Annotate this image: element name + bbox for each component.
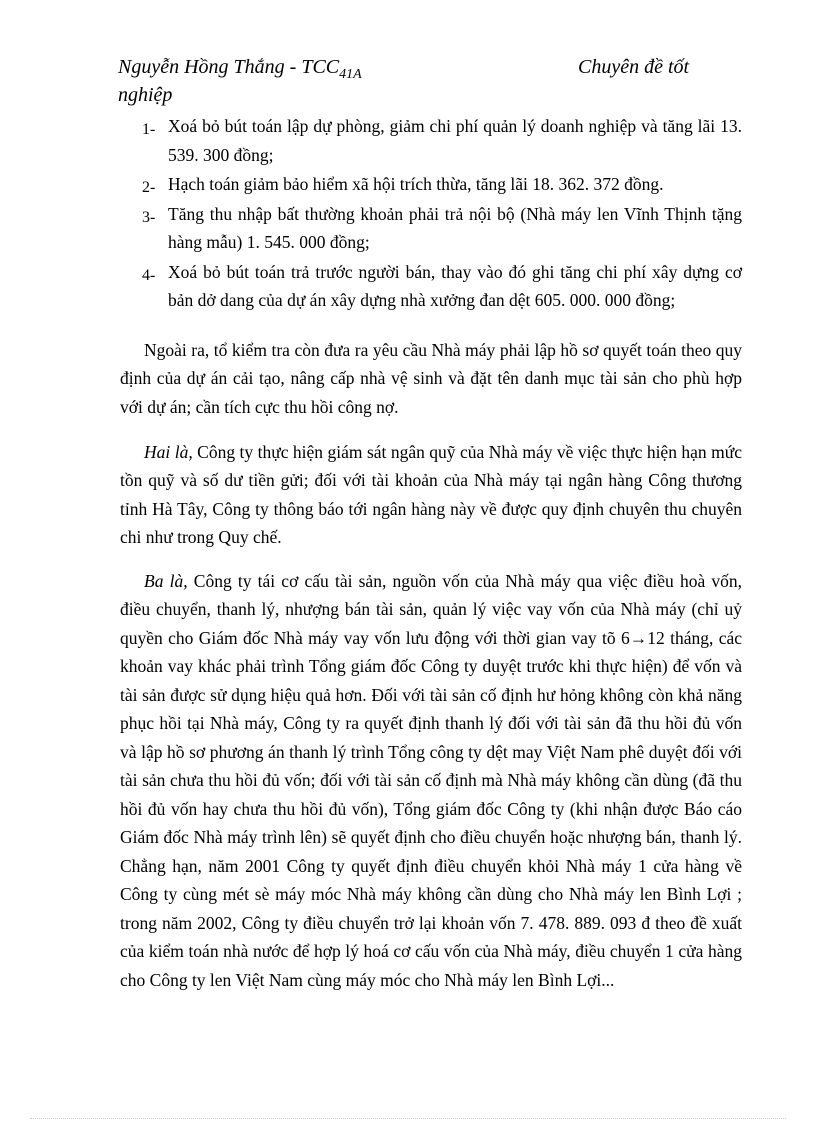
- list-item: [120, 112, 742, 169]
- list-item-text: Tăng thu nhập bất thường khoản phải trả nội bộ (Nhà máy len Vĩnh Thịnh tặng hàng mẫu) 1. 545. 000 đồng;: [168, 203, 742, 252]
- page-bottom-divider: [30, 1118, 786, 1119]
- paragraph-third-point: [120, 567, 742, 995]
- paragraph-lead: Ba là,: [144, 570, 188, 591]
- list-item-text: Hạch toán giảm bảo hiểm xã hội trích thừa, tăng lãi 18. 362. 372 đồng.: [168, 174, 664, 194]
- list-item-number: 4-: [142, 266, 156, 284]
- list-item: [120, 170, 742, 199]
- paragraph-lead: Hai là,: [144, 441, 193, 462]
- list-item-number: 2-: [142, 179, 156, 196]
- header-author: Nguyễn Hồng Thắng - $TCC_{41A}$: [118, 56, 362, 82]
- header-author-subscript: 41A: [339, 67, 362, 82]
- paragraph-additional-requirements: Ngoài ra, tổ kiểm tra còn đưa ra yêu cầu Nhà máy phải lập hồ sơ quyết toán theo quy định của dự án cải tạo, nâng cấp nhà vệ sinh và đặt tên danh mục tài sản cho phù hợp với dự án; cần tích cực thu hồi công nợ.: [120, 339, 742, 417]
- paragraph-body: Công ty tái cơ cấu tài sản, nguồn vốn của Nhà máy qua việc điều hoà vốn, điều chuyển, thanh lý, nhượng bán tài sản, quản lý việc vay vốn của Nhà máy (chỉ uỷ quyền cho Giám đốc Nhà máy vay vốn lưu động với thời gian vay tõ 6→12 tháng, các khoản vay khác phải trình Tổng giám đốc Công ty duyệt trước khi thực hiện) để vốn và tài sản được sử dụng hiệu quả hơn. Đối với tài sản cố định hư hỏng không còn khả năng phục hồi tại Nhà máy, Công ty ra quyết định thanh lý đối với tài sản đã thu hồi đủ vốn và lập hồ sơ phương án thanh lý trình Tổng công ty dệt may Việt Nam phê duyệt đối với tài sản chưa thu hồi đủ vốn; đối với tài sản cố định mà Nhà máy không cần dùng (đã thu hồi đủ vốn hay chưa thu hồi đủ vốn), Tổng giám đốc Công ty (khi nhận được Báo cáo Giám đốc Nhà máy trình lên) sẽ quyết định cho điều chuyển hoặc nhượng bán, thanh lý. Chẳng hạn, năm 2001 Công ty quyết định điều chuyển khỏi Nhà máy 1 cửa hàng về Công ty cùng mét sè máy móc Nhà máy không cần dùng cho Nhà máy len Bình Lợi ; trong năm 2002, Công ty điều chuyển trở lại khoản vốn 7. 478. 889. 093 đ theo đề xuất của kiểm toán nhà nước để hợp lý hoá cơ cấu vốn của Nhà máy, điều chuyển 1 cửa hàng cho Công ty len Việt Nam cùng máy móc cho Nhà máy len Bình Lợi...: [120, 570, 743, 990]
- list-item-number: 3-: [142, 208, 156, 226]
- list-item: [120, 200, 742, 257]
- paragraph-body: Công ty thực hiện giám sát ngân quỹ của Nhà máy về việc thực hiện hạn mức tồn quỹ và số dư tiền gửi; đối với tài khoản của Nhà máy tại ngân hàng Công thương tỉnh Hà Tây, Công ty thông báo tới ngân hàng này về được quy định chuyên thu chuyên chi như trong Quy chế.: [120, 441, 742, 547]
- list-item: [120, 258, 742, 315]
- paragraph-second-point: [120, 438, 742, 552]
- header-title: Chuyên đề tốt: [578, 56, 690, 78]
- list-item-number: 1-: [142, 121, 156, 138]
- header-title-continued: nghiệp: [118, 84, 173, 106]
- numbered-list: [120, 112, 742, 316]
- list-item-text: Xoá bỏ bút toán lập dự phòng, giảm chi phí quản lý doanh nghiệp và tăng lãi 13. 539. 300 đồng;: [168, 116, 742, 165]
- list-item-text: Xoá bỏ bút toán trả trước người bán, thay vào đó ghi tăng chi phí xây dựng cơ bản dở dang của dự án xây dựng nhà xưởng đan dệt 605. 000. 000 đồng;: [168, 261, 742, 310]
